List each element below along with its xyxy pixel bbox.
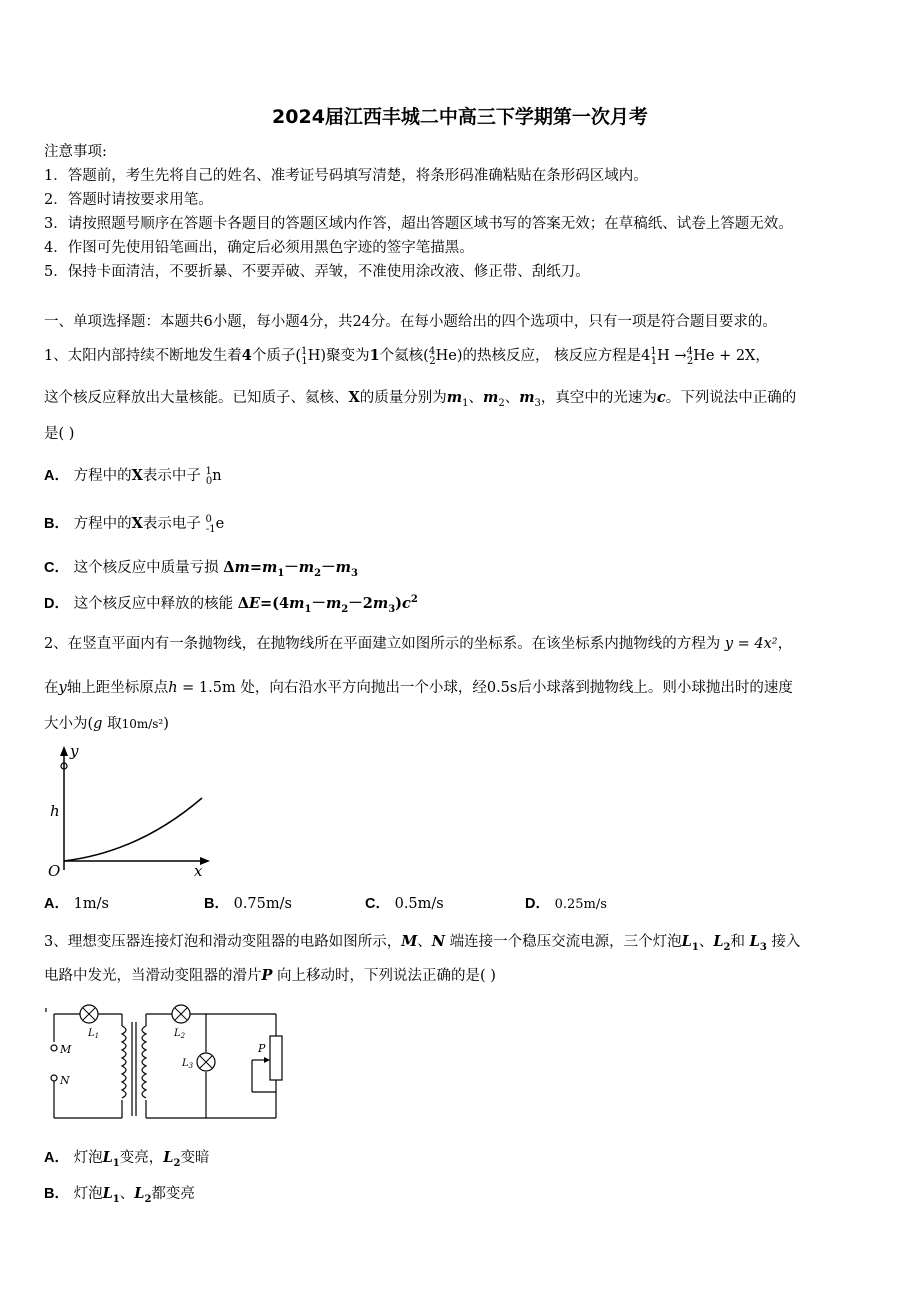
page-title: 2024届江西丰城二中高三下学期第一次月考 [272,106,648,128]
q2-line1: 2、在竖直平面内有一条抛物线，在抛物线所在平面建立如图所示的坐标系。在该坐标系内抛物线的方程为 y = 4x²， [44,636,793,652]
q2-line2: 在y轴上距坐标原点h = 1.5m 处，向右沿水平方向抛出一个小球，经0.5s后小球落到抛物线上。则小球抛出时的速度 [44,680,793,696]
label-l2: $L_2$ [174,1028,186,1040]
q3-line1: 3、理想变压器连接灯泡和滑动变阻器的电路如图所示，M、N 端连接一个稳压交流电源，三个灯泡$L_1$、$L_2$和 $L_3$ 接入 [44,933,801,953]
x-label: x [194,862,203,880]
h-label: h [50,802,60,820]
notice-heading: 注意事项: [44,144,107,160]
lamp-l1 [80,1005,98,1023]
notice-item: 5．保持卡面清洁，不要折暴、不要弄破、弄皱，不准使用涂改液、修正带、刮纸刀。 [44,264,590,280]
y-axis-arrow [60,746,68,756]
notice-item: 3．请按照题号顺序在答题卡各题目的答题区域内作答，超出答题区域书写的答案无效；在草稿纸、试卷上答题无效。 [44,216,793,232]
lamp-l2 [172,1005,190,1023]
q2-line3: 大小为(g 取10m/s²) [44,716,169,732]
q1-line1: 1、太阳内部持续不断地发生着4个质子($^1_1$H)聚变为1个氦核($^4_2$He)的热核反应， 核反应方程是$4^1_1H \to^4_2He + 2X$， [44,346,770,367]
origin-label: O [48,862,61,880]
terminal-m [51,1045,57,1051]
q2-option-c[interactable]: C． 0.5m/s [365,896,444,912]
q2-option-d[interactable]: D． 0.25m/s [525,896,607,912]
q1-line3: 是( ) [44,426,75,442]
terminal-n [51,1075,57,1081]
parabola-curve [64,798,202,861]
q1-option-a[interactable]: A． 方程中的X表示中子 $^1_0$n [44,466,222,487]
q1-option-c[interactable]: C． 这个核反应中质量亏损 $\Delta m=m_1-m_2-m_3$ [44,559,358,579]
lamp-l3 [197,1053,215,1071]
y-label: y [70,742,79,760]
circuit-figure [40,1000,290,1125]
q3-option-b[interactable]: B． 灯泡$L_1$、$L_2$都变亮 [44,1185,195,1205]
q1-option-b[interactable]: B． 方程中的X表示电子 $^0_{-1}$e [44,514,225,535]
label-l1: $L_1$ [88,1028,100,1040]
label-p: P [258,1042,266,1055]
notice-item: 1．答题前，考生先将自己的姓名、准考证号码填写清楚，将条形码准确粘贴在条形码区域内。 [44,168,648,184]
q1-option-d[interactable]: D． 这个核反应中释放的核能 $\Delta E=(4m_1-m_2-2m_3)c^2$ [44,594,418,615]
label-l3: $L_3$ [182,1058,194,1070]
label-m: M [60,1043,72,1056]
q1-line2: 这个核反应释放出大量核能。已知质子、氦核、X的质量分别为$m_1$、$m_2$、$m_3$，真空中的光速为c。下列说法中正确的 [44,389,797,409]
q2-option-b[interactable]: B． 0.75m/s [204,896,292,912]
notice-item: 2．答题时请按要求用笔。 [44,192,213,208]
q2-option-a[interactable]: A． 1m/s [44,896,109,912]
notice-item: 4．作图可先使用铅笔画出，确定后必须用黑色字迹的签字笔描黑。 [44,240,474,256]
parabola-figure [44,742,214,882]
label-n: N [60,1074,70,1087]
section-heading: 一、单项选择题：本题共6小题，每小题4分，共24分。在每小题给出的四个选项中，只有一项是符合题目要求的。 [44,314,777,330]
q3-line2: 电路中发光，当滑动变阻器的滑片P 向上移动时，下列说法正确的是( ) [44,967,496,984]
q3-option-a[interactable]: A． 灯泡$L_1$变亮，$L_2$变暗 [44,1149,210,1169]
